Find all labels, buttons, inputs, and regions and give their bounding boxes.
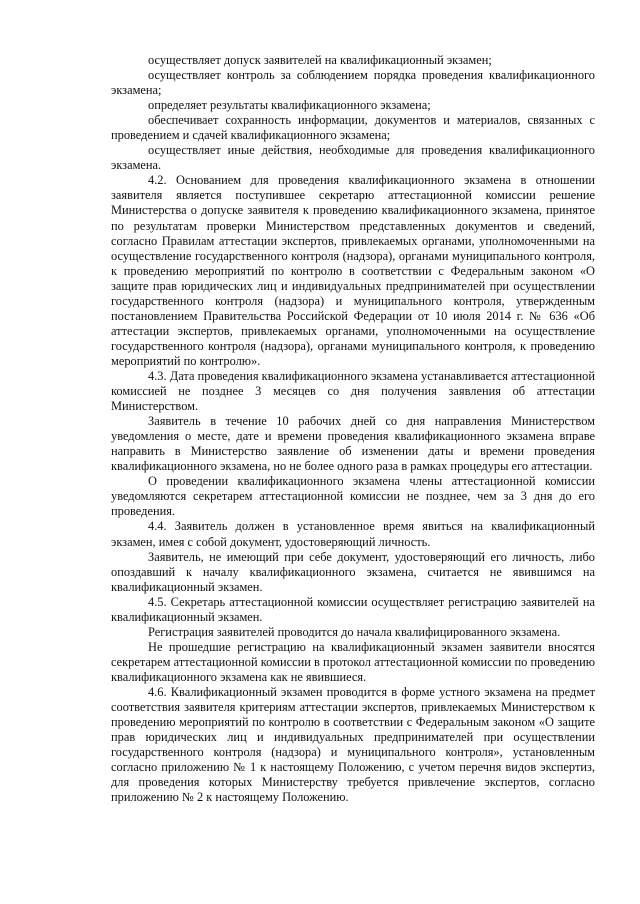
clause-4-2: 4.2. Основанием для проведения квалификационного экзамена в отношении заявителя является поступившее секретарю аттестационной комиссии решение Министерства о допуске заявителя к проведению квалификационного экзамена, принятое по результатам проверки Министерством представленных документов и сведений, согласно Правилам аттестации экспертов, привлекаемых органами, уполномоченными на осуществление государственного контроля (надзора), органами муниципального контроля, к проведению мероприятий по контролю в соответствии с Федеральным законом «О защите прав юридических лиц и индивидуальных предпринимателей при осуществлении государственного контроля (надзора) и муниципального контроля, утвержденным постановлением Правительства Российской Федерации от 10 июля 2014 г. № 636 «Об аттестации экспертов, привлекаемых органами, уполномоченными на осуществление государственного контроля (надзора), органами муниципального контроля, к проведению мероприятий по контролю». — [111, 173, 595, 368]
paragraph-registration-timing: Регистрация заявителей проводится до начала квалифицированного экзамена. — [148, 624, 561, 639]
paragraph-date-change-request: Заявитель в течение 10 рабочих дней со дня направления Министерством уведомления о месте, дате и времени проведения квалификационного экзамена вправе направить в Министерство заявление об изменении даты и времени проведения квалификационного экзамена, но не более одного раза в рамках процедуры его аттестации. — [111, 414, 595, 474]
clause-4-4: 4.4. Заявитель должен в установленное время явиться на квалификационный экзамен, имея с собой документ, удостоверяющий личность. — [111, 519, 595, 549]
document-body — [111, 53, 595, 805]
clause-4-6: 4.6. Квалификационный экзамен проводится в форме устного экзамена на предмет соответствия заявителя критериям аттестации экспертов, привлекаемых Министерством к проведению мероприятий по контролю в соответствии с Федеральным законом «О защите прав юридических лиц и индивидуальных предпринимателей при осуществлении государственного контроля (надзора) и муниципального контроля», установленным согласно приложению № 1 к настоящему Положению, с учетом перечня видов экспертиз, для проведения которых Министерству требуется привлечение экспертов, согласно приложению № 2 к настоящему Положению. — [111, 684, 595, 805]
paragraph-commission-notification: О проведении квалификационного экзамена члены аттестационной комиссии уведомляются секретарем аттестационной комиссии не позднее, чем за 3 дня до его проведения. — [111, 474, 595, 519]
paragraph-information-safety: обеспечивает сохранность информации, документов и материалов, связанных с проведением и сдачей квалификационного экзамена; — [111, 113, 595, 143]
paragraph-other-actions: осуществляет иные действия, необходимые для проведения квалификационного экзамена. — [111, 143, 595, 173]
paragraph-results: определяет результаты квалификационного экзамена; — [148, 98, 431, 113]
clause-4-3: 4.3. Дата проведения квалификационного экзамена устанавливается аттестационной комиссией не позднее 3 месяцев со дня получения заявления об аттестации Министерством. — [111, 368, 595, 414]
paragraph-admission: осуществляет допуск заявителей на квалификационный экзамен; — [148, 53, 492, 67]
paragraph-unregistered: Не прошедшие регистрацию на квалификационный экзамен заявители вносятся секретарем аттестационной комиссии в протокол аттестационной комиссии по проведению квалификационного экзамена как не явившиеся. — [111, 639, 595, 684]
paragraph-no-show: Заявитель, не имеющий при себе документ, удостоверяющий его личность, либо опоздавший к началу квалификационного экзамена, считается не явившимся на квалификационный экзамен. — [111, 549, 595, 594]
clause-4-5: 4.5. Секретарь аттестационной комиссии осуществляет регистрацию заявителей на квалификационный экзамен. — [111, 594, 595, 624]
paragraph-exam-control: осуществляет контроль за соблюдением порядка проведения квалификационного экзамена; — [111, 68, 595, 98]
